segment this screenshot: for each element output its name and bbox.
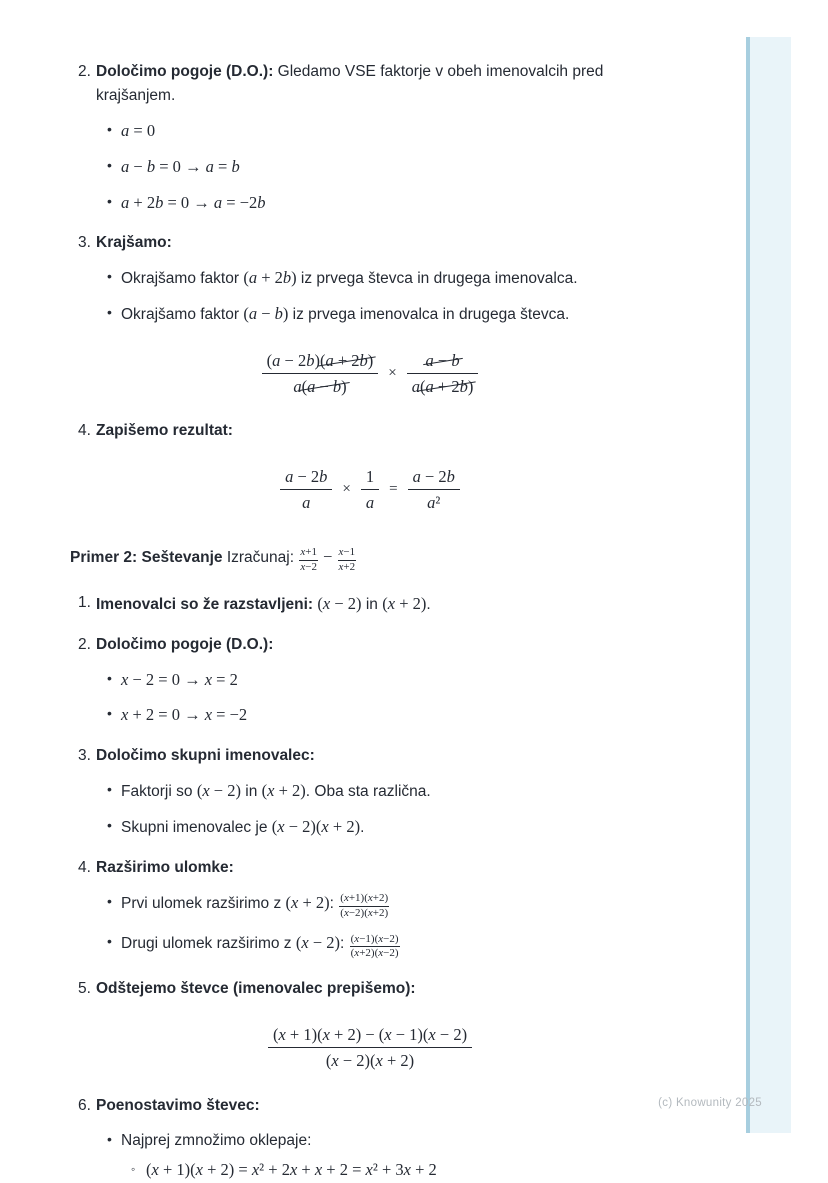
- item-text: [96, 744, 670, 768]
- math-text: (x + 2): [382, 593, 427, 613]
- inline-fraction: [350, 933, 400, 962]
- fraction-denominator: (x+2)(x−2): [350, 947, 399, 960]
- math-operator: ×: [342, 481, 351, 498]
- text: . Oba sta različna.: [305, 783, 431, 801]
- inline-fraction: [339, 892, 389, 921]
- math-text: a: [365, 493, 375, 513]
- math-text: a: [411, 376, 421, 396]
- item-text: [121, 266, 670, 291]
- fraction: [280, 465, 332, 514]
- circle-bullet-icon: ◦: [131, 1161, 136, 1176]
- bullet-item: [70, 191, 670, 216]
- bullet-item: [70, 779, 670, 804]
- bullet-icon: •: [107, 669, 112, 686]
- cancelled-term: a − b: [425, 350, 460, 370]
- fraction: [361, 465, 379, 514]
- text: Okrajšamo faktor: [121, 306, 244, 324]
- bold-text: Zapišemo rezultat:: [96, 422, 233, 440]
- display-formula: [70, 349, 670, 398]
- math-text: a: [293, 376, 302, 396]
- numbered-item: [70, 977, 670, 1001]
- item-number: 2.: [78, 635, 91, 653]
- math-text: (x + 2): [285, 892, 330, 912]
- math-text: (a − b): [243, 304, 289, 324]
- math-text: (a − 2b): [266, 350, 320, 370]
- bullet-icon: •: [107, 933, 112, 950]
- item-text: [121, 1129, 670, 1152]
- bullet-item: [70, 302, 670, 327]
- fraction-numerator: [280, 465, 332, 490]
- fraction-numerator: [361, 465, 379, 490]
- bold-text: Določimo pogoje (D.O.):: [96, 63, 274, 80]
- fraction-denominator: [280, 490, 332, 514]
- math-text: x + 2 = 0 → x = −2: [121, 705, 248, 725]
- numbered-item: [70, 419, 670, 443]
- display-formula: [70, 465, 670, 514]
- bold-text: Razširimo ulomke:: [96, 858, 234, 876]
- section-heading: [70, 544, 670, 575]
- fraction-denominator: x−2: [300, 560, 317, 573]
- bullet-item: [70, 931, 670, 961]
- bullet-icon: •: [107, 156, 112, 173]
- math-text: (x − 2)(x + 2): [271, 816, 361, 836]
- text: in: [240, 783, 262, 801]
- bullet-icon: •: [107, 816, 112, 833]
- bold-text: Imenovalci so že razstavljeni:: [96, 595, 314, 613]
- item-text: [121, 779, 670, 804]
- item-text: [121, 931, 670, 961]
- item-text: [121, 302, 670, 327]
- item-text: [96, 60, 670, 108]
- fraction-numerator: [262, 349, 379, 374]
- fraction-numerator: [407, 349, 479, 374]
- bullet-icon: •: [107, 121, 112, 138]
- item-text: [121, 815, 670, 840]
- math-text: (x + 2): [261, 781, 306, 801]
- text: .: [426, 595, 431, 613]
- text: Okrajšamo faktor: [121, 270, 244, 288]
- text: :: [340, 935, 349, 953]
- bullet-icon: •: [107, 192, 112, 209]
- item-text: [96, 977, 670, 1001]
- text: Skupni imenovalec je: [121, 818, 272, 836]
- math-operator: =: [389, 481, 398, 498]
- bullet-icon: •: [107, 268, 112, 285]
- bullet-icon: •: [107, 705, 112, 722]
- math-text: a + 2b = 0 → a = −2b: [121, 192, 266, 212]
- bullet-icon: •: [107, 892, 112, 909]
- item-text: [146, 1158, 670, 1183]
- fraction: [268, 1023, 472, 1072]
- math-operator: ×: [388, 364, 397, 381]
- fraction: [407, 349, 479, 398]
- item-number: 1.: [78, 593, 91, 611]
- math-text: (x + 1)(x + 2) − (x − 1)(x − 2): [272, 1025, 468, 1045]
- math-text: 1: [365, 467, 375, 487]
- numbered-item: [70, 633, 670, 657]
- fraction-denominator: [268, 1048, 472, 1072]
- display-formula: [70, 1023, 670, 1072]
- text: iz prvega števca in drugega imenovalca.: [296, 270, 578, 288]
- item-text: [96, 856, 670, 880]
- text: Prvi ulomek razširimo z: [121, 894, 286, 912]
- text: Najprej zmnožimo oklepaje:: [121, 1131, 312, 1149]
- item-number: 3.: [78, 747, 91, 765]
- item-text: [96, 591, 670, 617]
- math-text: a − 2b: [412, 467, 455, 487]
- fraction-denominator: x+2: [338, 560, 356, 573]
- text: iz prvega imenovalca in drugega števca.: [288, 306, 570, 324]
- bullet-item: [70, 891, 670, 921]
- math-text: x − 2 = 0 → x = 2: [121, 669, 238, 689]
- item-text: [96, 1094, 670, 1118]
- math-text: (a + 2b): [243, 268, 297, 288]
- bullet-item: [70, 703, 670, 728]
- fraction: [262, 349, 379, 398]
- item-number: 5.: [78, 980, 91, 998]
- numbered-item: [70, 60, 670, 108]
- document-content: [70, 44, 670, 1183]
- item-number: 4.: [78, 422, 91, 440]
- math-text: (x − 2): [295, 933, 340, 953]
- fraction-numerator: x−1: [338, 546, 357, 561]
- math-text: a²: [427, 493, 441, 513]
- bullet-item: [70, 1129, 670, 1152]
- text: :: [329, 894, 339, 912]
- fraction-denominator: [407, 374, 479, 398]
- math-text: (x − 2)(x + 2): [325, 1050, 415, 1070]
- bullet-item: [70, 119, 670, 144]
- math-text: (x − 2): [196, 781, 241, 801]
- math-text: a − b = 0 → a = b: [121, 156, 240, 176]
- bold-text: Poenostavimo števec:: [96, 1096, 260, 1114]
- sub-bullet-item: [70, 1158, 670, 1183]
- bold-text: Odštejemo števce (imenovalec prepišemo):: [96, 980, 416, 998]
- fraction-denominator: [262, 374, 379, 398]
- math-text: (x − 2): [317, 593, 362, 613]
- bullet-item: [70, 266, 670, 291]
- fraction-numerator: [268, 1023, 472, 1048]
- bold-text: Določimo skupni imenovalec:: [96, 747, 315, 765]
- item-text: [96, 419, 670, 443]
- cancelled-term: (a + 2b): [420, 376, 474, 396]
- item-text: [121, 668, 670, 693]
- bullet-icon: •: [107, 304, 112, 321]
- item-number: 2.: [78, 63, 91, 80]
- fraction-denominator: [361, 490, 379, 514]
- numbered-item: [70, 231, 670, 255]
- fraction-numerator: x+1: [299, 546, 318, 561]
- item-text: [96, 231, 670, 255]
- math-text: (x + 1)(x + 2) = x² + 2x + x + 2 = x² + 3x + 2: [146, 1159, 437, 1179]
- math-text: a: [302, 493, 311, 513]
- highlight-strip: [746, 37, 791, 1133]
- bold-text: Določimo pogoje (D.O.):: [96, 635, 274, 653]
- bullet-icon: •: [107, 1130, 112, 1147]
- numbered-item: [70, 1094, 670, 1118]
- text: Faktorji so: [121, 783, 197, 801]
- item-number: 3.: [78, 234, 91, 252]
- item-text: [121, 155, 670, 180]
- bold-text: Primer 2: Seštevanje: [70, 548, 223, 566]
- bullet-icon: •: [107, 781, 112, 798]
- item-text: [121, 191, 670, 216]
- item-text: [121, 119, 670, 144]
- cancelled-term: (a + 2b): [319, 350, 374, 370]
- math-text: a = 0: [121, 121, 156, 141]
- item-text: [121, 703, 670, 728]
- inline-fraction: [338, 546, 357, 575]
- inline-fraction: [299, 546, 318, 575]
- bold-text: Krajšamo:: [96, 234, 172, 252]
- fraction-numerator: [408, 465, 460, 490]
- fraction: [408, 465, 460, 514]
- item-number: 6.: [78, 1096, 91, 1114]
- watermark: (c) Knowunity 2025: [658, 1097, 762, 1109]
- cancelled-term: (a − b): [301, 376, 347, 396]
- text: .: [360, 818, 365, 836]
- item-number: 4.: [78, 858, 91, 876]
- fraction-numerator: (x−1)(x−2): [350, 933, 400, 948]
- item-text: [121, 891, 670, 921]
- numbered-item: [70, 856, 670, 880]
- bullet-item: [70, 815, 670, 840]
- item-text: [96, 633, 670, 657]
- numbered-item: [70, 591, 670, 617]
- bullet-item: [70, 155, 670, 180]
- math-text: a − 2b: [285, 467, 328, 487]
- text: Izračunaj:: [222, 548, 299, 566]
- fraction-denominator: (x−2)(x+2): [340, 906, 389, 919]
- numbered-item: [70, 744, 670, 768]
- text: Gledamo VSE faktorje v obeh imenovalcih pred krajšanjem.: [96, 63, 604, 105]
- text: Drugi ulomek razširimo z: [121, 935, 296, 953]
- math-text: −: [323, 546, 333, 566]
- bullet-item: [70, 668, 670, 693]
- fraction-numerator: (x+1)(x+2): [339, 892, 389, 907]
- text: in: [361, 595, 383, 613]
- fraction-denominator: [408, 490, 460, 514]
